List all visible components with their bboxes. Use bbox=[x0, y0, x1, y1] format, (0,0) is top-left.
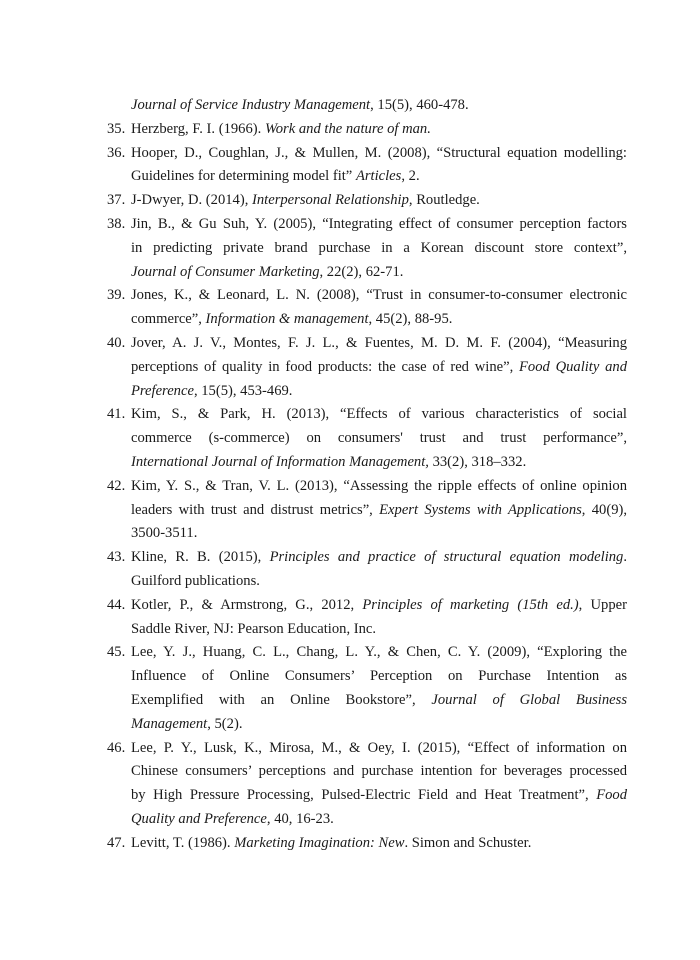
reference-line bbox=[107, 499, 627, 523]
reference-text: . Simon and Schuster. bbox=[404, 834, 532, 851]
reference-italic-text: Food Quality and bbox=[519, 358, 627, 375]
reference-line bbox=[107, 380, 627, 404]
reference-text: Exemplified with an Online Bookstore”, bbox=[131, 691, 432, 708]
reference-text: , 2. bbox=[401, 168, 420, 185]
reference-line bbox=[107, 784, 627, 808]
reference-line bbox=[107, 237, 627, 261]
reference-italic-text: Interpersonal Relationship bbox=[252, 192, 409, 209]
reference-italic-text: Work and the nature of man. bbox=[264, 120, 431, 137]
reference-italic-text: Articles bbox=[355, 168, 402, 185]
reference-text: Guidelines for determining model fit” bbox=[131, 168, 356, 185]
reference-line bbox=[107, 356, 627, 380]
reference-line bbox=[107, 475, 627, 499]
reference-line bbox=[107, 808, 627, 832]
reference-text: 3500-3511. bbox=[131, 525, 198, 542]
reference-line bbox=[107, 142, 627, 166]
reference-entry-ref-39 bbox=[107, 284, 627, 332]
reference-text: , 40, 16-23. bbox=[266, 810, 334, 827]
reference-italic-text: International Journal of Information Management, bbox=[131, 453, 429, 470]
reference-entry-ref-40 bbox=[107, 332, 627, 403]
reference-line bbox=[107, 689, 627, 713]
reference-entry-ref-35 bbox=[107, 118, 627, 142]
reference-line bbox=[107, 165, 627, 189]
reference-entry-ref-43 bbox=[107, 546, 627, 594]
reference-text: Jover, A. J. V., Montes, F. J. L., & Fuentes, M. D. M. F. (2004), “Measuring bbox=[131, 334, 627, 351]
reference-text: , 22(2), 62-71. bbox=[319, 263, 404, 280]
reference-line bbox=[107, 760, 627, 784]
reference-italic-text: Preference bbox=[131, 382, 194, 399]
reference-text: , Routledge. bbox=[408, 192, 480, 209]
reference-line bbox=[107, 403, 627, 427]
reference-number: 37. bbox=[107, 192, 126, 209]
reference-number: 47. bbox=[107, 834, 126, 851]
reference-text: commerce”, bbox=[131, 311, 206, 328]
reference-italic-text: Journal of Consumer Marketing bbox=[131, 263, 320, 280]
reference-entry-ref-46 bbox=[107, 737, 627, 832]
reference-number: 36. bbox=[107, 144, 126, 161]
reference-text: by High Pressure Processing, Pulsed-Electric Field and Heat Treatment”, bbox=[131, 787, 597, 804]
reference-line bbox=[107, 284, 627, 308]
reference-text: . bbox=[623, 549, 627, 566]
reference-italic-text: Management bbox=[131, 715, 208, 732]
reference-line bbox=[107, 427, 627, 451]
reference-entry-ref-44 bbox=[107, 594, 627, 642]
reference-entry-ref-36 bbox=[107, 142, 627, 190]
reference-entry-ref-37 bbox=[107, 189, 627, 213]
reference-italic-text: Food bbox=[596, 787, 627, 804]
reference-line bbox=[107, 618, 627, 642]
reference-line bbox=[107, 94, 627, 118]
reference-line bbox=[107, 213, 627, 237]
reference-line bbox=[107, 332, 627, 356]
reference-text: perceptions of quality in food products: the case of red wine”, bbox=[131, 358, 519, 375]
reference-text: Saddle River, NJ: Pearson Education, Inc. bbox=[131, 620, 377, 637]
reference-entry-ref-38 bbox=[107, 213, 627, 284]
reference-text: Hooper, D., Coughlan, J., & Mullen, M. (2008), “Structural equation modelling: bbox=[131, 144, 627, 161]
reference-text: leaders with trust and distrust metrics”, bbox=[131, 501, 380, 518]
reference-text: , 40(9), bbox=[581, 501, 628, 518]
reference-italic-text: Expert Systems with Applications bbox=[379, 501, 582, 518]
reference-line bbox=[107, 594, 627, 618]
reference-number: 44. bbox=[107, 596, 126, 613]
reference-number: 39. bbox=[107, 287, 126, 304]
reference-text: Jin, B., & Gu Suh, Y. (2005), “Integrating effect of consumer perception factors bbox=[131, 215, 627, 232]
reference-line bbox=[107, 189, 627, 213]
reference-entry-ref-45 bbox=[107, 641, 627, 736]
reference-text: Kline, R. B. (2015), bbox=[131, 549, 270, 566]
reference-italic-text: Principles of marketing (15th ed.) bbox=[362, 596, 579, 613]
reference-italic-text: Quality and Preference bbox=[131, 810, 267, 827]
reference-line bbox=[107, 832, 627, 856]
reference-line bbox=[107, 546, 627, 570]
reference-text: Levitt, T. (1986). bbox=[131, 834, 235, 851]
reference-text: Chinese consumers’ perceptions and purchase intention for beverages processed bbox=[131, 763, 627, 780]
reference-text: J-Dwyer, D. (2014), bbox=[131, 192, 253, 209]
reference-text: Kim, S., & Park, H. (2013), “Effects of various characteristics of social bbox=[131, 406, 627, 423]
reference-number: 38. bbox=[107, 215, 126, 232]
reference-line bbox=[107, 118, 627, 142]
reference-list bbox=[107, 94, 627, 856]
reference-line bbox=[107, 522, 627, 546]
reference-text: Guilford publications. bbox=[131, 572, 260, 589]
reference-text: , Upper bbox=[578, 596, 627, 613]
reference-text: Influence of Online Consumers’ Perception on Purchase Intention as bbox=[131, 668, 627, 685]
reference-text: 33(2), 318–332. bbox=[428, 453, 527, 470]
reference-line bbox=[107, 451, 627, 475]
reference-text: commerce (s-commerce) on consumers' trust and trust performance”, bbox=[131, 430, 627, 447]
reference-number: 40. bbox=[107, 334, 126, 351]
reference-line bbox=[107, 713, 627, 737]
reference-entry-ref-47 bbox=[107, 832, 627, 856]
reference-italic-text: Principles and practice of structural equation modeling bbox=[269, 549, 624, 566]
reference-entry-ref-41 bbox=[107, 403, 627, 474]
reference-text: , 15(5), 460-478. bbox=[370, 97, 469, 113]
reference-entry-ref-42 bbox=[107, 475, 627, 546]
reference-text: Kotler, P., & Armstrong, G., 2012, bbox=[131, 596, 363, 613]
reference-line bbox=[107, 641, 627, 665]
reference-line bbox=[107, 261, 627, 285]
reference-text: Lee, Y. J., Huang, C. L., Chang, L. Y., & Chen, C. Y. (2009), “Exploring the bbox=[131, 644, 627, 661]
reference-text: Kim, Y. S., & Tran, V. L. (2013), “Assessing the ripple effects of online opinion bbox=[131, 477, 627, 494]
reference-text: , 5(2). bbox=[207, 715, 243, 732]
reference-number: 41. bbox=[107, 406, 126, 423]
reference-entry-ref-34-cont bbox=[107, 94, 627, 118]
reference-italic-text: Journal of Global Business bbox=[431, 691, 627, 708]
reference-text: Lee, P. Y., Lusk, K., Mirosa, M., & Oey, I. (2015), “Effect of information on bbox=[131, 739, 627, 756]
reference-text: in predicting private brand purchase in a Korean discount store context”, bbox=[131, 239, 627, 256]
reference-text: , 45(2), 88-95. bbox=[368, 311, 453, 328]
reference-line bbox=[107, 737, 627, 761]
reference-italic-text: Information & management bbox=[205, 311, 369, 328]
reference-number: 35. bbox=[107, 120, 126, 137]
reference-line bbox=[107, 570, 627, 594]
reference-number: 42. bbox=[107, 477, 126, 494]
reference-line bbox=[107, 308, 627, 332]
reference-number: 45. bbox=[107, 644, 126, 661]
reference-line bbox=[107, 665, 627, 689]
reference-number: 43. bbox=[107, 549, 126, 566]
reference-italic-text: Journal of Service Industry Management bbox=[131, 97, 371, 113]
reference-number: 46. bbox=[107, 739, 126, 756]
reference-text: , 15(5), 453-469. bbox=[193, 382, 293, 399]
reference-text: Herzberg, F. I. (1966). bbox=[131, 120, 265, 137]
reference-italic-text: Marketing Imagination: New bbox=[234, 834, 405, 851]
reference-text: Jones, K., & Leonard, L. N. (2008), “Trust in consumer-to-consumer electronic bbox=[131, 287, 627, 304]
